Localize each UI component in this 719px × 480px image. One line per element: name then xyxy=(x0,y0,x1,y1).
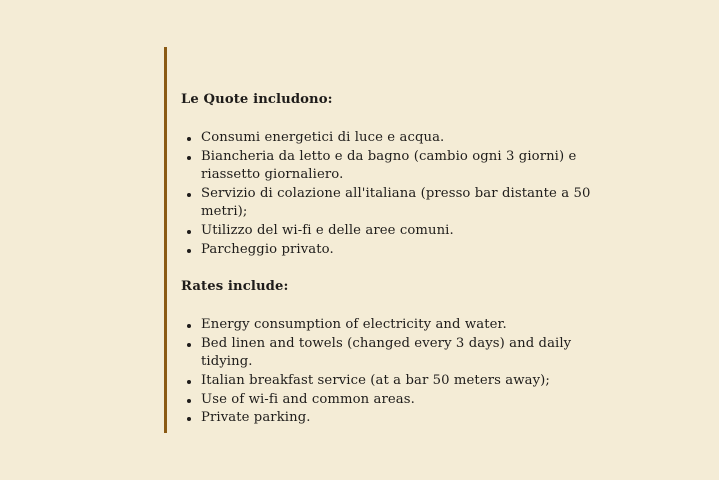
inclusions-list-italian xyxy=(181,129,621,259)
section-english xyxy=(181,278,621,428)
list-item: Italian breakfast service (at a bar 50 meters away); xyxy=(181,372,621,391)
list-item: Energy consumption of electricity and water. xyxy=(181,316,621,335)
list-item: Utilizzo del wi-fi e delle aree comuni. xyxy=(181,222,621,241)
list-item: Private parking. xyxy=(181,409,621,428)
section-heading-english: Rates include: xyxy=(181,279,289,295)
inclusions-list-english xyxy=(181,316,621,428)
section-heading-italian: Le Quote includono: xyxy=(181,92,333,107)
section-italian xyxy=(181,91,621,259)
list-item: Servizio di colazione all'italiana (presso bar distante a 50 metri); xyxy=(181,185,621,222)
list-item: Biancheria da letto e da bagno (cambio ogni 3 giorni) e riassetto giornaliero. xyxy=(181,148,621,185)
list-item: Bed linen and towels (changed every 3 days) and daily tidying. xyxy=(181,335,621,372)
list-item: Parcheggio privato. xyxy=(181,241,621,260)
list-item: Consumi energetici di luce e acqua. xyxy=(181,129,621,148)
rates-content xyxy=(181,91,621,428)
list-item: Use of wi-fi and common areas. xyxy=(181,391,621,410)
accent-bar xyxy=(164,47,167,433)
